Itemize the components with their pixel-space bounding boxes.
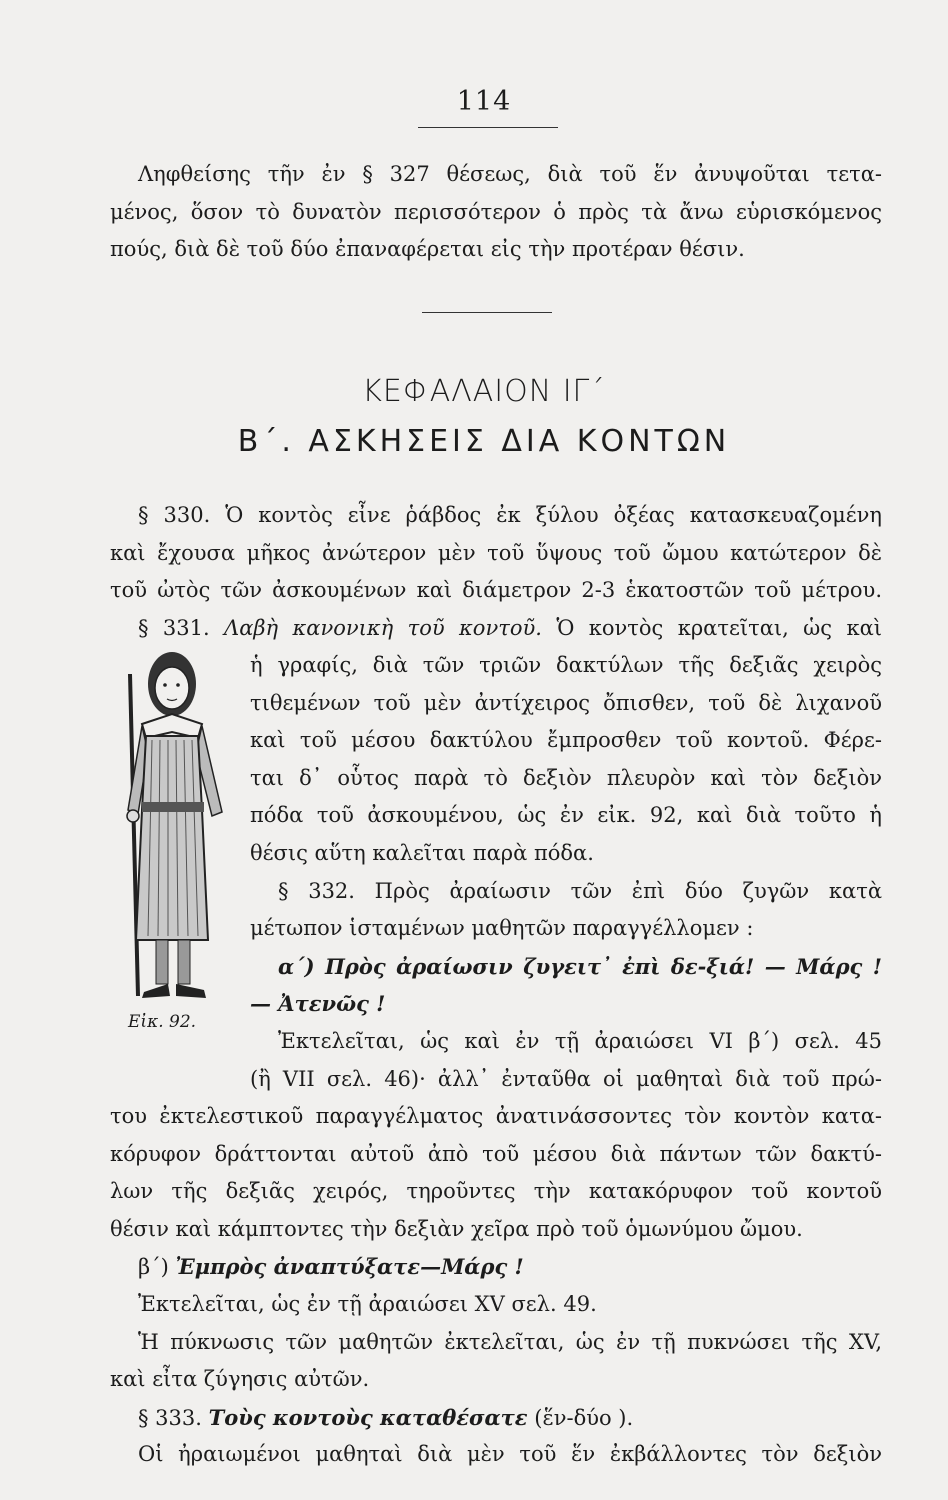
- section-divider: [422, 312, 552, 313]
- text-line: καὶ εἶτα ζύγησις αὐτῶν.: [110, 1367, 370, 1392]
- paragraph-330: [110, 497, 882, 647]
- paragraph-331-332: [250, 647, 882, 1098]
- text-line: Οἱ ἠραιωμένοι μαθηταὶ διὰ μὲν τοῦ ἕν ἐκβάλλοντες τὸν δεξιὸν: [138, 1442, 882, 1467]
- paragraph-332-continued: [110, 1098, 882, 1474]
- text-line: καὶ τοῦ μέσου δακτύλου ἔμπροσθεν τοῦ κοντοῦ. Φέρε-: [250, 728, 882, 753]
- text-line: ται δ᾽ οὗτος παρὰ τὸ δεξιὸν πλευρὸν καὶ τὸν δεξιὸν: [250, 765, 882, 790]
- section-number: § 333.: [138, 1405, 202, 1430]
- command-text: Ἐμπρὸς ἀναπτύξατε—Μάρς !: [175, 1254, 524, 1280]
- text-line: πούς, διὰ δὲ τοῦ δύο ἐπαναφέρεται εἰς τὴν προτέραν θέσιν.: [110, 237, 745, 262]
- text-line: Ληφθείσης τῆν ἐν § 327 θέσεως, διὰ τοῦ ἕν ἀνυψοῦται τετα-: [138, 162, 882, 186]
- text-line: θέσιν καὶ κάμπτοντες τὴν δεξιὰν χεῖρα πρὸ τοῦ ὁμωνύμου ὤμου.: [110, 1216, 803, 1241]
- text-line: κόρυφον δράττονται αὐτοῦ ἀπὸ τοῦ μέσου διὰ πάντων τῶν δακτύ-: [110, 1141, 882, 1166]
- text-line: ἡ γραφίς, διὰ τῶν τριῶν δακτύλων τῆς δεξιᾶς χειρὸς: [250, 653, 882, 677]
- text-run: (ἕν-δύο ).: [534, 1405, 634, 1430]
- command-line: — Ἀτενῶς !: [250, 991, 386, 1017]
- text-line: τιθεμένων τοῦ μὲν ἀντίχειρος ὄπισθεν, τοῦ δὲ λιχανοῦ: [250, 690, 882, 715]
- chapter-title: ΚΕΦΑΛΑΙΟΝ ΙΓ΄: [362, 374, 606, 409]
- text-line: § 332. Πρὸς ἀραίωσιν τῶν ἐπὶ δύο ζυγῶν κατὰ: [278, 878, 882, 903]
- item-label: β΄): [138, 1255, 169, 1280]
- intro-paragraph: [110, 156, 882, 269]
- text-line: του ἐκτελεστικοῦ παραγγέλματος ἀνατινάσσοντες τὸν κοντὸν κατα-: [110, 1104, 882, 1128]
- text-line: τοῦ ὠτὸς τῶν ἀσκουμένων καὶ διάμετρον 2-3 ἑκατοστῶν τοῦ μέτρου.: [110, 578, 882, 603]
- text-line: § 330. Ὁ κοντὸς εἶνε ῥάβδος ἐκ ξύλου ὀξέας κατασκευαζομένη: [138, 503, 882, 527]
- girl-with-staff-illustration: [108, 640, 240, 1010]
- text-line: λων τῆς δεξιᾶς χειρός, τηροῦντες τὴν κατακόρυφον τοῦ κοντοῦ: [110, 1179, 882, 1204]
- figure-caption: Εἰκ. 92.: [128, 1012, 197, 1032]
- text-line: μέτωπον ἱσταμένων μαθητῶν παραγγέλλομεν :: [250, 916, 754, 941]
- section-title-italic: Λαβὴ κανονικὴ τοῦ κοντοῦ.: [224, 615, 542, 640]
- text-line: (ἢ VII σελ. 46)· ἀλλ᾽ ἐνταῦθα οἱ μαθηταὶ διὰ τοῦ πρώ-: [250, 1066, 882, 1091]
- page-number: 114: [456, 86, 512, 117]
- text-line: θέσις αὕτη καλεῖται παρὰ πόδα.: [250, 840, 594, 865]
- text-line: [110, 1248, 882, 1286]
- text-line: Ἡ πύκνωσις τῶν μαθητῶν ἐκτελεῖται, ὡς ἐν τῇ πυκνώσει τῆς XV,: [138, 1329, 882, 1354]
- text-line: πόδα τοῦ ἀσκουμένου, ὡς ἐν εἰκ. 92, καὶ διὰ τοῦτο ἡ: [250, 803, 882, 828]
- command-line: α΄) Πρὸς ἀραίωσιν ζυγειτ᾽ ἐπὶ δε-ξιά! — Μάρς !: [278, 953, 882, 979]
- text-line: [110, 1399, 882, 1437]
- text-line: μένος, ὅσον τὸ δυνατὸν περισσότερον ὁ πρὸς τὰ ἄνω εὑρισκόμενος: [110, 199, 882, 224]
- text-line: Ἐκτελεῖται, ὡς καὶ ἐν τῇ ἀραιώσει VI β΄) σελ. 45: [278, 1028, 882, 1053]
- text-line: καὶ ἔχουσα μῆκος ἀνώτερον μὲν τοῦ ὕψους τοῦ ὤμου κατώτερον δὲ: [110, 540, 882, 565]
- text-run: Ὁ κοντὸς κρατεῖται, ὡς καὶ: [556, 615, 882, 640]
- section-number: § 331.: [138, 615, 210, 640]
- command-text: Τοὺς κοντοὺς καταθέσατε: [208, 1404, 528, 1430]
- header-rule: [418, 127, 558, 128]
- text-line: Ἐκτελεῖται, ὡς ἐν τῇ ἀραιώσει XV σελ. 49.: [138, 1291, 597, 1316]
- section-title: Β΄. ΑΣΚΗΣΕΙΣ ΔΙΑ ΚΟΝΤΩΝ: [237, 424, 731, 459]
